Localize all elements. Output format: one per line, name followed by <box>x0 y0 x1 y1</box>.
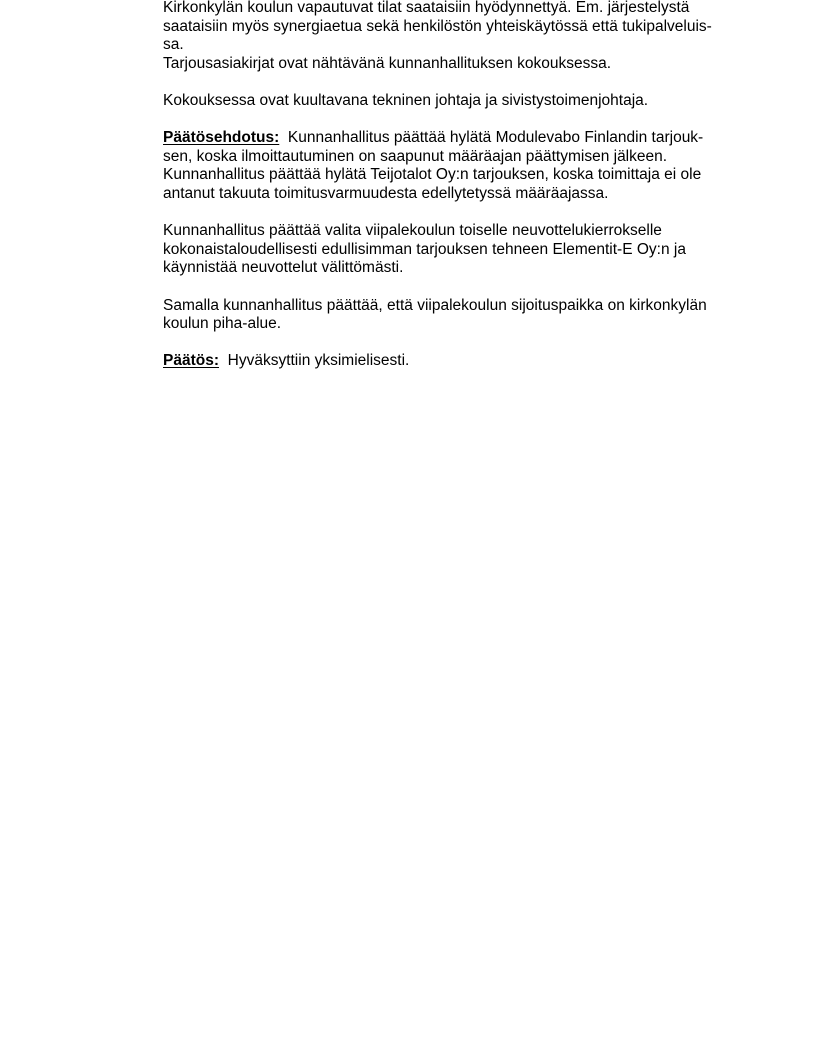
decision-text: Hyväksyttiin yksimielisesti. <box>227 352 410 370</box>
proposal-label: Päätösehdotus: <box>163 129 280 147</box>
decision-paragraph <box>163 352 738 371</box>
decision-line <box>163 352 738 371</box>
text-line: Tarjousasiakirjat ovat nähtävänä kunnanhallituksen kokouksessa. <box>163 54 612 72</box>
paragraph-spacer <box>163 334 738 353</box>
text-line: koulun piha-alue. <box>163 315 282 333</box>
proposal-paragraph <box>163 129 738 203</box>
intro-paragraph <box>163 0 738 73</box>
text-line: Kunnanhallitus päättää valita viipalekoulun toiselle neuvottelukierrokselle <box>163 222 662 240</box>
text-line: kokonaistaloudellisesti edullisimman tarjouksen tehneen Elementit-E Oy:n ja <box>163 240 686 258</box>
document-page <box>163 0 738 371</box>
text-line: antanut takuuta toimitusvarmuudesta edellytetyssä määräajassa. <box>163 184 609 202</box>
location-paragraph <box>163 297 738 334</box>
text-line: Kirkonkylän koulun vapautuvat tilat saataisiin hyödynnettyä. Em. järjestelystä <box>163 0 690 16</box>
text-line: Samalla kunnanhallitus päättää, että viipalekoulun sijoituspaikka on kirkonkylän <box>163 296 707 314</box>
text-line: Kokouksessa ovat kuultavana tekninen johtaja ja sivistystoimenjohtaja. <box>163 91 649 109</box>
decision-label: Päätös: <box>163 352 219 370</box>
text-line: käynnistää neuvottelut välittömästi. <box>163 259 404 277</box>
text-line: sen, koska ilmoittautuminen on saapunut määräajan päättymisen jälkeen. <box>163 147 668 165</box>
text-line: Kunnanhallitus päättää hylätä Teijotalot Oy:n tarjouksen, koska toimittaja ei ole <box>163 166 702 184</box>
hearing-paragraph <box>163 92 738 111</box>
text-line: saataisiin myös synergiaetua sekä henkilöstön yhteiskäytössä että tukipalveluis- <box>163 17 712 35</box>
paragraph-spacer <box>163 278 738 297</box>
paragraph-spacer <box>163 111 738 130</box>
proposal-first-line-text: Kunnanhallitus päättää hylätä Modulevabo Finlandin tarjouk- <box>287 129 704 147</box>
paragraph-spacer <box>163 204 738 223</box>
negotiation-paragraph <box>163 222 738 278</box>
text-line: sa. <box>163 36 184 54</box>
proposal-first-line <box>163 129 738 148</box>
paragraph-spacer <box>163 73 738 92</box>
